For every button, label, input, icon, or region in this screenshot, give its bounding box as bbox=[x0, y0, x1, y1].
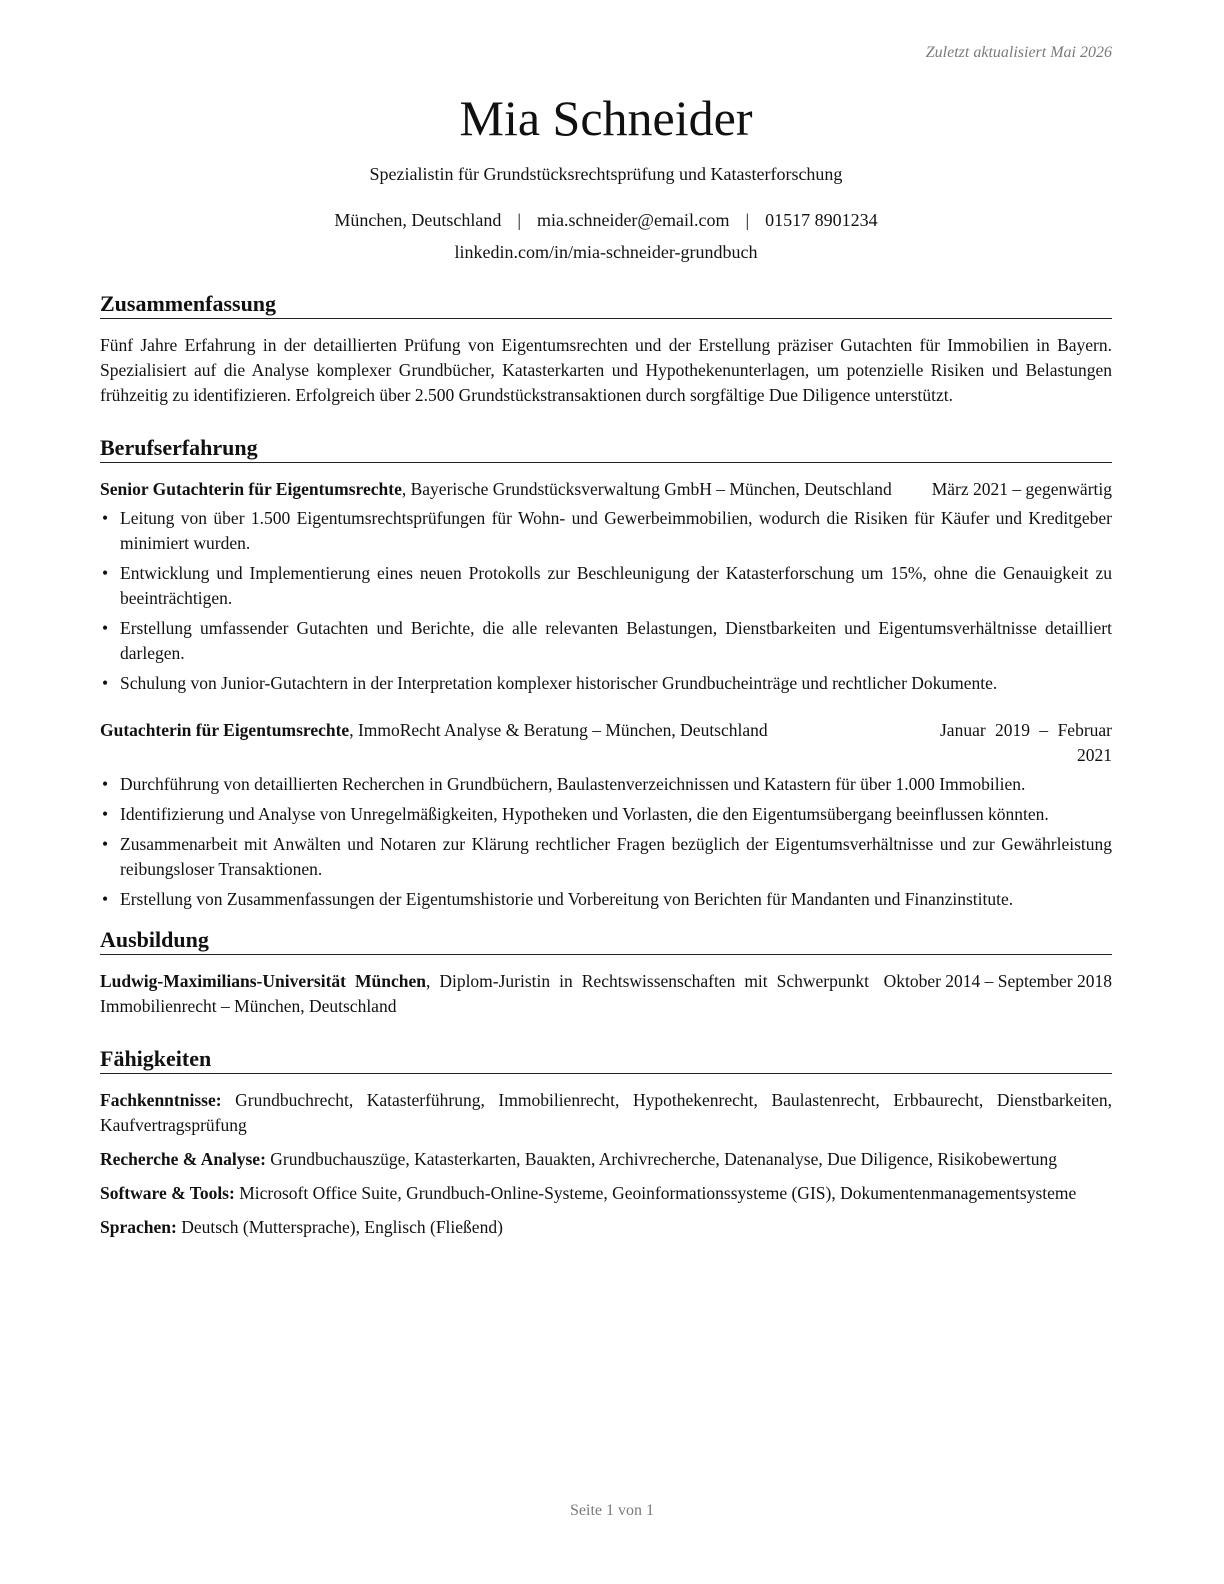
contact-line bbox=[100, 208, 1112, 232]
education-entry bbox=[100, 969, 1112, 1019]
list-item: • Zusammenarbeit mit Anwälten und Notaren zur Klärung rechtlicher Fragen bezüglich der Eigentumsverhältnisse und zur Gewährleistung reibungsloser Transaktionen. bbox=[100, 832, 1112, 882]
skill-label: Recherche & Analyse: bbox=[100, 1149, 266, 1169]
job-dates: Januar 2019 – Februar 2021 bbox=[940, 720, 1112, 765]
list-item: • Identifizierung und Analyse von Unregelmäßigkeiten, Hypotheken und Vorlasten, die den Eigentumsübergang beeinflussen könnten. bbox=[100, 802, 1112, 827]
skill-label: Fachkenntnisse: bbox=[100, 1090, 222, 1110]
candidate-name: Mia Schneider bbox=[459, 90, 753, 146]
section-skills-heading: Fähigkeiten bbox=[100, 1045, 1112, 1074]
skill-label: Software & Tools: bbox=[100, 1183, 235, 1203]
location: München, Deutschland bbox=[334, 210, 502, 230]
separator: | bbox=[517, 210, 521, 230]
last-updated: Zuletzt aktualisiert Mai 2026 bbox=[925, 44, 1112, 61]
school-name: Ludwig-Maximilians-Universität München bbox=[100, 971, 426, 991]
skill-text: Microsoft Office Suite, Grundbuch-Online-Systeme, Geoinformationssysteme (GIS), Dokumentenmanagementsysteme bbox=[234, 1183, 1077, 1203]
skill-row bbox=[100, 1215, 1112, 1240]
education-dates: Oktober 2014 – September 2018 bbox=[883, 971, 1112, 991]
list-item: • Erstellung von Zusammenfassungen der Eigentumshistorie und Vorbereitung von Berichten für Mandanten und Finanzinstitute. bbox=[100, 887, 1112, 912]
skill-text: Grundbuchrecht, Katasterführung, Immobilienrecht, Hypothekenrecht, Baulastenrecht, Erbbaurecht, Dienstbarkeiten, Kaufvertragsprüfung bbox=[100, 1090, 1112, 1135]
skill-label: Sprachen: bbox=[100, 1217, 177, 1237]
job-role: Gutachterin für Eigentumsrechte bbox=[100, 720, 350, 740]
job-dates: März 2021 – gegenwärtig bbox=[931, 479, 1112, 499]
skill-row bbox=[100, 1147, 1112, 1172]
page-number: Seite 1 von 1 bbox=[570, 1502, 654, 1519]
job-bullets bbox=[100, 506, 1112, 696]
job-role: Senior Gutachterin für Eigentumsrechte bbox=[100, 479, 402, 499]
section-education-heading: Ausbildung bbox=[100, 926, 1112, 955]
job-header bbox=[100, 477, 1112, 502]
list-item: • Entwicklung und Implementierung eines neuen Protokolls zur Beschleunigung der Katasterforschung um 15%, ohne die Genauigkeit zu beeinträchtigen. bbox=[100, 561, 1112, 611]
skill-text: Deutsch (Muttersprache), Englisch (Fließend) bbox=[176, 1217, 503, 1237]
list-item: • Durchführung von detaillierten Recherchen in Grundbüchern, Baulastenverzeichnissen und Katastern für über 1.000 Immobilien. bbox=[100, 772, 1112, 797]
candidate-title: Spezialistin für Grundstücksrechtsprüfung und Katasterforschung bbox=[369, 164, 843, 184]
job-employer: , Bayerische Grundstücksverwaltung GmbH – München, Deutschland bbox=[401, 479, 892, 499]
skill-text: Grundbuchauszüge, Katasterkarten, Bauakten, Archivrecherche, Datenanalyse, Due Diligence, Risikobewertung bbox=[265, 1149, 1057, 1169]
degree: , Diplom-Juristin in Rechtswissenschaften mit Schwerpunkt Immobilienrecht – München, Deutschland bbox=[100, 971, 869, 1016]
list-item: • Leitung von über 1.500 Eigentumsrechtsprüfungen für Wohn- und Gewerbeimmobilien, wodurch die Risiken für Käufer und Kreditgeber minimiert wurden. bbox=[100, 506, 1112, 556]
education-header bbox=[100, 969, 1112, 1019]
resume-page bbox=[100, 0, 1112, 1249]
job-employer: , ImmoRecht Analyse & Beratung – München, Deutschland bbox=[349, 720, 768, 740]
skill-row bbox=[100, 1181, 1112, 1206]
job-bullets bbox=[100, 772, 1112, 912]
skill-row bbox=[100, 1088, 1112, 1138]
email-link[interactable]: mia.schneider@email.com bbox=[536, 210, 730, 230]
list-item: • Erstellung umfassender Gutachten und Berichte, die alle relevanten Belastungen, Dienstbarkeiten und Eigentumsverhältnisse detailliert darlegen. bbox=[100, 616, 1112, 666]
linkedin-link[interactable]: linkedin.com/in/mia-schneider-grundbuch bbox=[454, 242, 758, 262]
phone: 01517 8901234 bbox=[765, 210, 878, 230]
job-entry bbox=[100, 718, 1112, 912]
skills-list bbox=[100, 1088, 1112, 1240]
section-summary-heading: Zusammenfassung bbox=[100, 290, 1112, 319]
separator: | bbox=[745, 210, 750, 230]
job-header bbox=[100, 718, 1112, 768]
summary-text: Fünf Jahre Erfahrung in der detaillierten Prüfung von Eigentumsrechten und der Erstellung präziser Gutachten für Immobilien in Bayern. Spezialisiert auf die Analyse komplexer Grundbücher, Katasterkarten und Hypothekenunterlagen, um potenzielle Risiken und Belastungen frühzeitig zu identifizieren. Erfolgreich über 2.500 Grundstückstransaktionen durch sorgfältige Due Diligence unterstützt. bbox=[100, 335, 1112, 405]
list-item: • Schulung von Junior-Gutachtern in der Interpretation komplexer historischer Grundbucheinträge und rechtlicher Dokumente. bbox=[100, 671, 1112, 696]
job-entry bbox=[100, 477, 1112, 696]
section-experience-heading: Berufserfahrung bbox=[100, 434, 1112, 463]
